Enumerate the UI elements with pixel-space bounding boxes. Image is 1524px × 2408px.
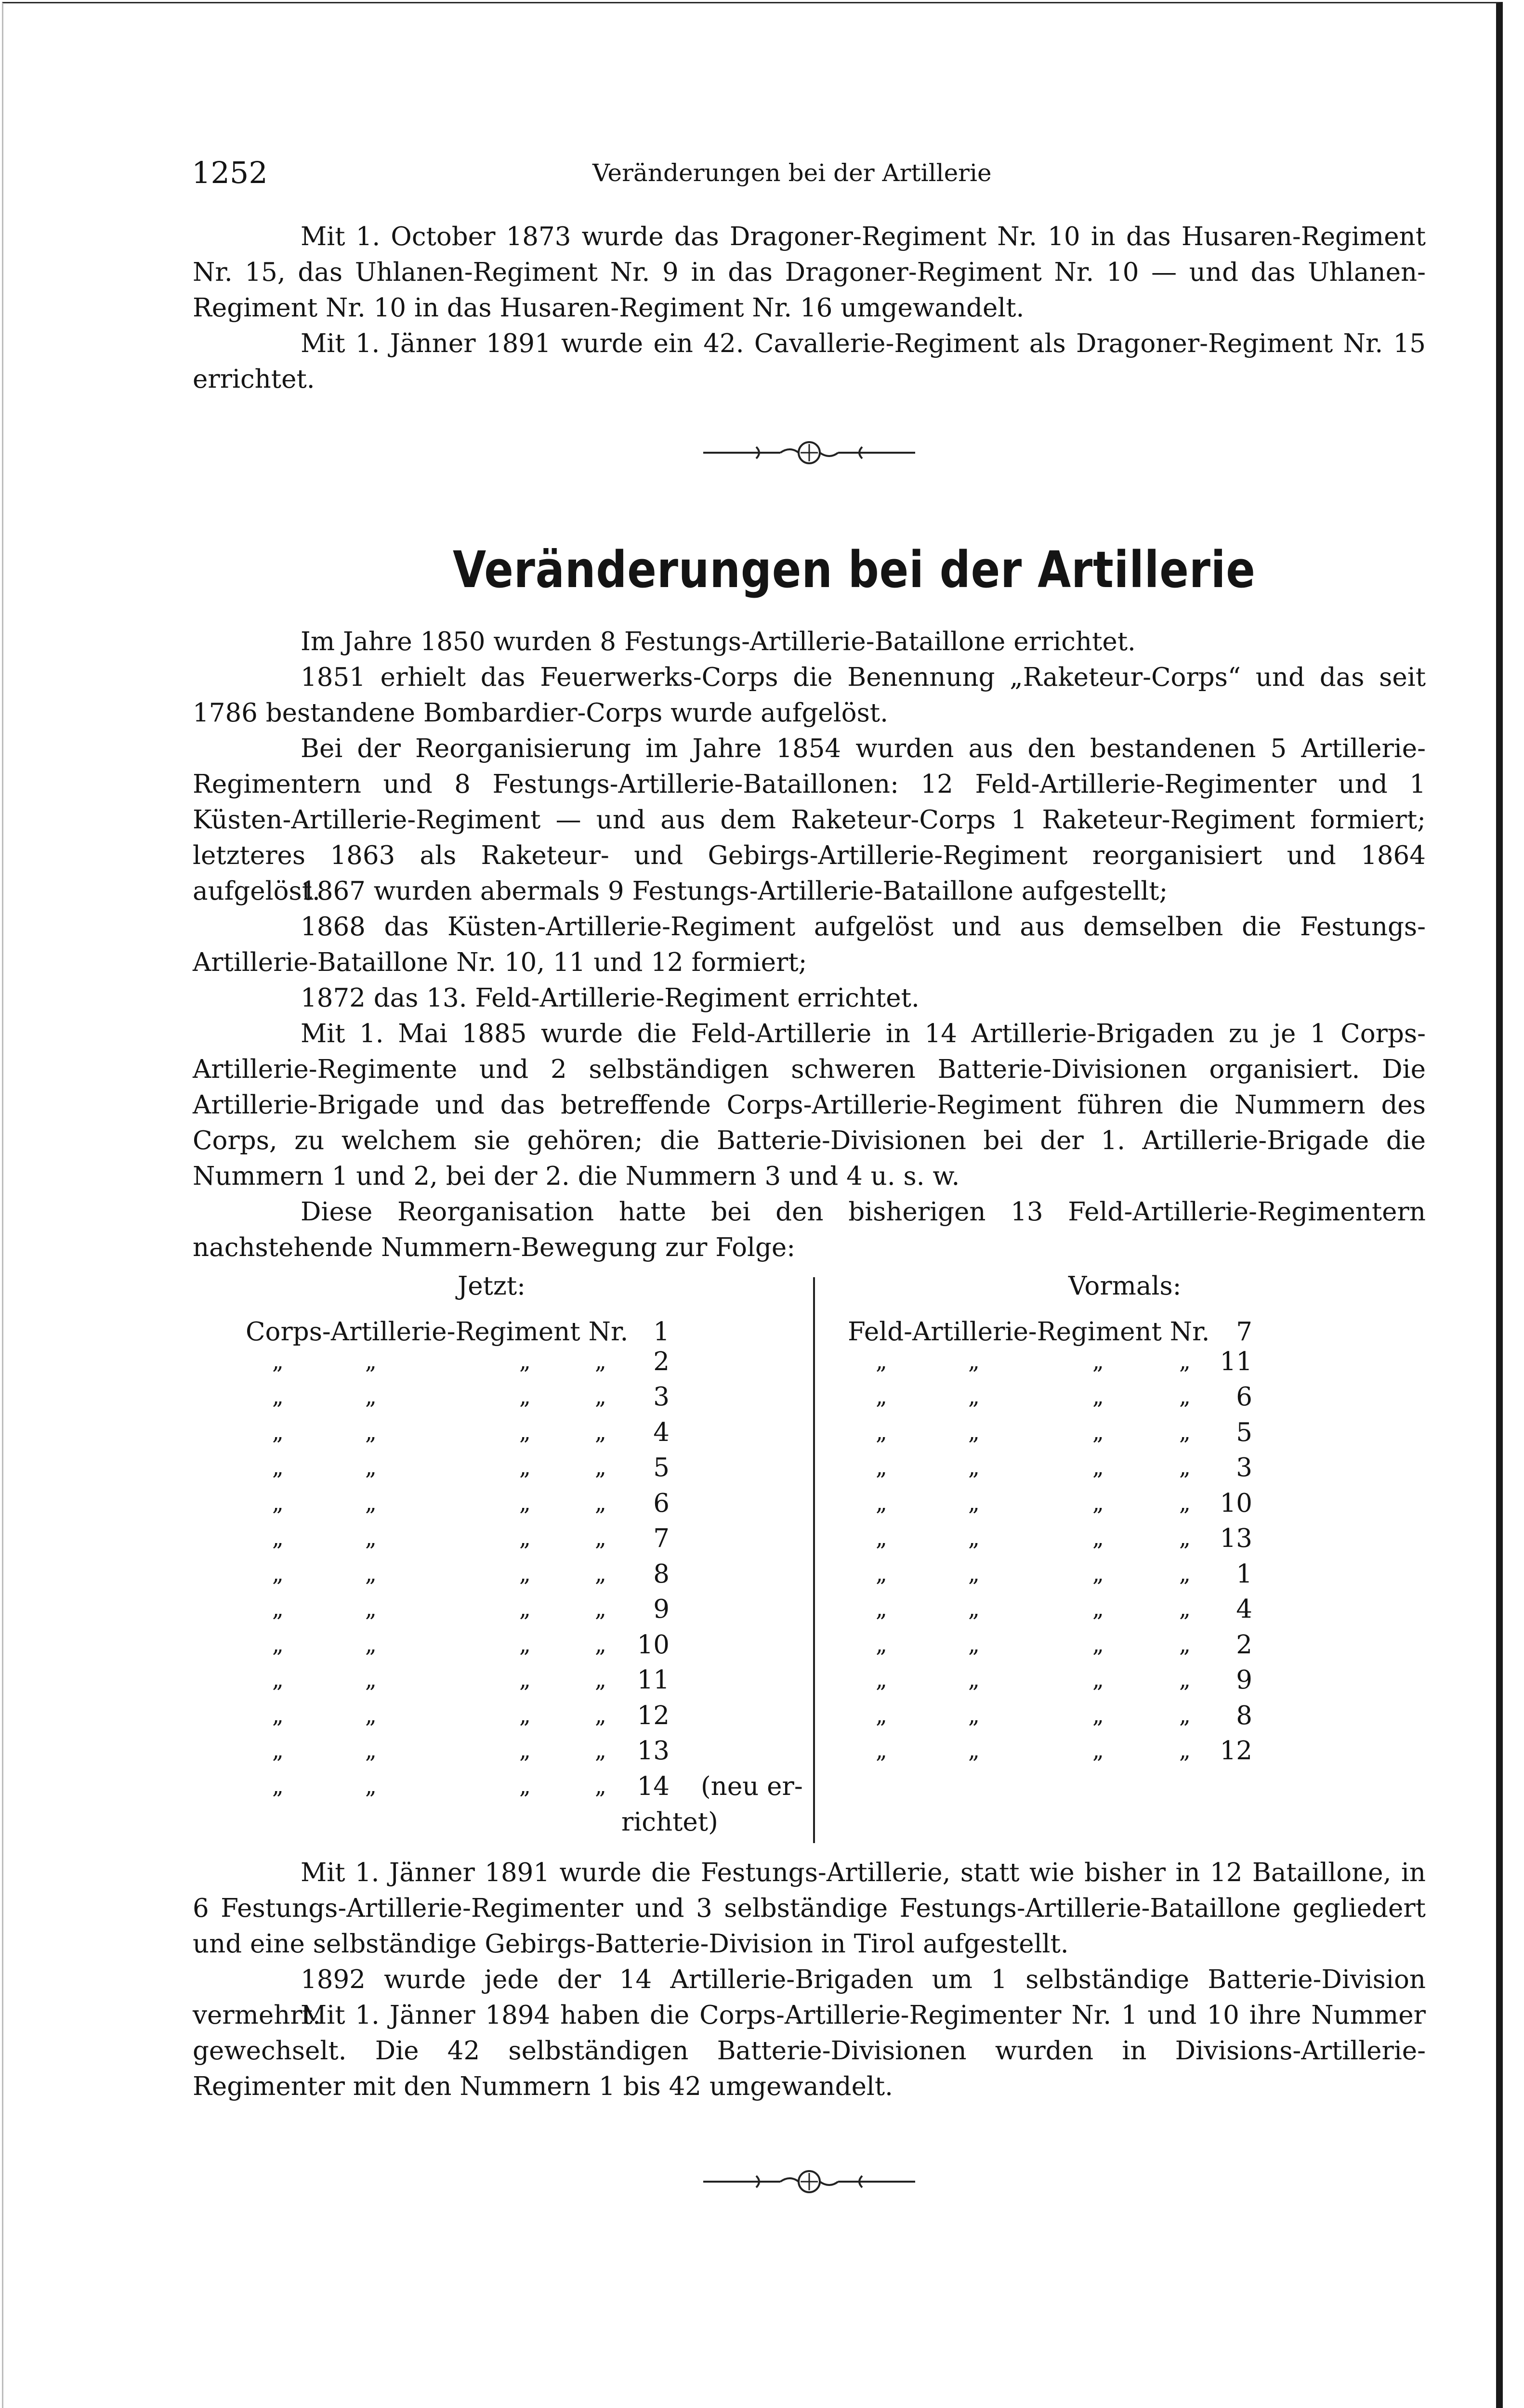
- ditto-mark: „: [968, 1737, 980, 1763]
- paragraph-1850: Im Jahre 1850 wurden 8 Festungs-Artillerie-Bataillone errichtet.: [301, 627, 1136, 656]
- ditto-mark: „: [968, 1525, 980, 1551]
- jetzt-number: 7: [653, 1524, 670, 1553]
- right-label: Feld-Artillerie-Regiment Nr.: [848, 1317, 1210, 1347]
- ditto-mark: „: [519, 1737, 531, 1763]
- ditto-mark: „: [1092, 1525, 1104, 1551]
- ditto-mark: „: [1092, 1701, 1104, 1728]
- vormals-number: 6: [1236, 1382, 1252, 1412]
- ditto-mark: „: [876, 1701, 887, 1728]
- paragraph-reorganisation: Diese Reorganisation hatte bei den bisherigen 13 Feld-Artillerie-Regimentern nachstehende Nummern-Bewegung zur Folge:: [193, 1197, 1426, 1262]
- ditto-mark: „: [1179, 1666, 1191, 1692]
- jetzt-number: 8: [653, 1559, 670, 1589]
- ditto-mark: „: [595, 1772, 606, 1799]
- paragraph-cavalry-1891: Mit 1. Jänner 1891 wurde ein 42. Cavallerie-Regiment als Dragoner-Regiment Nr. 15 errichtet.: [193, 329, 1426, 394]
- ditto-mark: „: [1092, 1560, 1104, 1586]
- jetzt-number: 13: [637, 1736, 670, 1766]
- vormals-number: 5: [1236, 1417, 1252, 1447]
- ditto-mark: „: [876, 1418, 887, 1445]
- ditto-mark: „: [519, 1560, 531, 1586]
- paragraph-1851: 1851 erhielt das Feuerwerks-Corps die Benennung „Raketeur-Corps“ und das seit 1786 bestandene Bombardier-Corps wurde aufgelöst.: [193, 663, 1426, 728]
- vormals-number: 11: [1220, 1347, 1252, 1376]
- ditto-mark: „: [1092, 1737, 1104, 1763]
- ditto-mark: „: [365, 1454, 377, 1480]
- jetzt-number: 12: [637, 1701, 670, 1730]
- page-number: 1252: [192, 155, 268, 190]
- vormals-number: 2: [1236, 1630, 1252, 1660]
- ditto-mark: „: [1092, 1418, 1104, 1445]
- ditto-mark: „: [1092, 1454, 1104, 1480]
- ditto-mark: „: [519, 1701, 531, 1728]
- jetzt-number: 6: [653, 1488, 670, 1518]
- ditto-mark: „: [272, 1454, 284, 1480]
- vormals-number: 12: [1220, 1736, 1252, 1766]
- ditto-mark: „: [272, 1596, 284, 1622]
- table-divider: [813, 1277, 815, 1843]
- vormals-number: 10: [1220, 1488, 1252, 1518]
- ditto-mark: „: [595, 1383, 606, 1409]
- jetzt-number: 9: [653, 1595, 670, 1624]
- note-neu-errichtet: (neu er-: [701, 1771, 803, 1801]
- ditto-mark: „: [876, 1666, 887, 1692]
- ditto-mark: „: [968, 1454, 980, 1480]
- jetzt-number: 2: [653, 1347, 670, 1376]
- paragraph-1892: 1892 wurde jede der 14 Artillerie-Brigaden um 1 selbständige Batterie-Division vermehrt.: [193, 1965, 1426, 2030]
- ditto-mark: „: [1092, 1666, 1104, 1692]
- vormals-number: 8: [1236, 1701, 1252, 1730]
- ditto-mark: „: [876, 1383, 887, 1409]
- ditto-mark: „: [1179, 1418, 1191, 1445]
- ditto-mark: „: [595, 1418, 606, 1445]
- jetzt-number: 11: [637, 1665, 670, 1695]
- ditto-mark: „: [1179, 1560, 1191, 1586]
- vormals-number: 9: [1236, 1665, 1252, 1695]
- ditto-mark: „: [519, 1418, 531, 1445]
- ditto-mark: „: [1179, 1737, 1191, 1763]
- ditto-mark: „: [1179, 1348, 1191, 1374]
- ditto-mark: „: [968, 1596, 980, 1622]
- ditto-mark: „: [272, 1525, 284, 1551]
- jetzt-number: 3: [653, 1382, 670, 1412]
- ditto-mark: „: [365, 1701, 377, 1728]
- jetzt-number: 4: [653, 1417, 670, 1447]
- paragraph-1868: 1868 das Küsten-Artillerie-Regiment aufgelöst und aus demselben die Festungs-Artillerie-Bataillone Nr. 10, 11 und 12 formiert;: [193, 912, 1426, 977]
- ditto-mark: „: [272, 1348, 284, 1374]
- ditto-mark: „: [1092, 1631, 1104, 1657]
- ditto-mark: „: [272, 1737, 284, 1763]
- paragraph-1894: Mit 1. Jänner 1894 haben die Corps-Artillerie-Regimenter Nr. 1 und 10 ihre Nummer gewechselt. Die 42 selbständigen Batterie-Divisionen wurden in Divisions-Artillerie-Regimenter mit den Nummern 1 bis 42 umgewandelt.: [193, 2001, 1426, 2101]
- ditto-mark: „: [272, 1772, 284, 1799]
- ditto-mark: „: [365, 1596, 377, 1622]
- ornament-divider-icon: [703, 2167, 915, 2196]
- ditto-mark: „: [876, 1737, 887, 1763]
- ditto-mark: „: [519, 1348, 531, 1374]
- ditto-mark: „: [519, 1489, 531, 1516]
- ditto-mark: „: [1179, 1596, 1191, 1622]
- ditto-mark: „: [595, 1454, 606, 1480]
- vormals-number: 13: [1220, 1524, 1252, 1553]
- ditto-mark: „: [365, 1666, 377, 1692]
- ditto-mark: „: [968, 1418, 980, 1445]
- ditto-mark: „: [519, 1666, 531, 1692]
- ditto-mark: „: [1179, 1454, 1191, 1480]
- ditto-mark: „: [365, 1489, 377, 1516]
- ditto-mark: „: [365, 1631, 377, 1657]
- ditto-mark: „: [968, 1383, 980, 1409]
- ditto-mark: „: [968, 1489, 980, 1516]
- jetzt-number: 10: [637, 1630, 670, 1660]
- ditto-mark: „: [272, 1666, 284, 1692]
- section-heading: Veränderungen bei der Artillerie: [453, 540, 1256, 599]
- jetzt-number: 1: [653, 1317, 670, 1347]
- ditto-mark: „: [595, 1525, 606, 1551]
- ditto-mark: „: [365, 1383, 377, 1409]
- ditto-mark: „: [519, 1454, 531, 1480]
- ditto-mark: „: [1179, 1525, 1191, 1551]
- ditto-mark: „: [876, 1631, 887, 1657]
- ditto-mark: „: [595, 1666, 606, 1692]
- ditto-mark: „: [968, 1560, 980, 1586]
- table-header-vormals: Vormals:: [1068, 1271, 1182, 1301]
- ditto-mark: „: [272, 1418, 284, 1445]
- ditto-mark: „: [968, 1701, 980, 1728]
- ditto-mark: „: [876, 1560, 887, 1586]
- ditto-mark: „: [876, 1348, 887, 1374]
- ditto-mark: „: [272, 1701, 284, 1728]
- jetzt-number: 5: [653, 1453, 670, 1482]
- ditto-mark: „: [272, 1560, 284, 1586]
- ditto-mark: „: [1179, 1489, 1191, 1516]
- paragraph-1854: Bei der Reorganisierung im Jahre 1854 wurden aus den bestandenen 5 Artillerie-Regimentern und 8 Festungs-Artillerie-Bataillonen: 12 Feld-Artillerie-Regimenter und 1 Küsten-Artillerie-Regiment — und aus dem Raketeur-Corps 1 Raketeur-Regiment formiert; letzteres 1863 als Raketeur- und Gebirgs-Artillerie-Regiment reorganisiert und 1864 aufgelöst.: [193, 734, 1426, 906]
- ditto-mark: „: [365, 1348, 377, 1374]
- ditto-mark: „: [876, 1489, 887, 1516]
- ditto-mark: „: [519, 1772, 531, 1799]
- paragraph-cavalry-1873: Mit 1. October 1873 wurde das Dragoner-Regiment Nr. 10 in das Husaren-Regiment Nr. 15, das Uhlanen-Regiment Nr. 9 in das Dragoner-Regiment Nr. 10 — und das Uhlanen-Regiment Nr. 10 in das Husaren-Regiment Nr. 16 umgewandelt.: [193, 222, 1426, 323]
- vormals-number: 3: [1236, 1453, 1252, 1482]
- ditto-mark: „: [519, 1383, 531, 1409]
- ditto-mark: „: [595, 1596, 606, 1622]
- ditto-mark: „: [1179, 1383, 1191, 1409]
- ditto-mark: „: [1179, 1701, 1191, 1728]
- ornament-divider-icon: [703, 438, 915, 467]
- ditto-mark: „: [1092, 1596, 1104, 1622]
- ditto-mark: „: [365, 1525, 377, 1551]
- ditto-mark: „: [595, 1348, 606, 1374]
- note-neu-errichtet: richtet): [621, 1807, 718, 1837]
- ditto-mark: „: [968, 1348, 980, 1374]
- ditto-mark: „: [365, 1418, 377, 1445]
- ditto-mark: „: [272, 1383, 284, 1409]
- ditto-mark: „: [519, 1596, 531, 1622]
- ditto-mark: „: [1092, 1383, 1104, 1409]
- ditto-mark: „: [968, 1631, 980, 1657]
- paragraph-1885: Mit 1. Mai 1885 wurde die Feld-Artillerie in 14 Artillerie-Brigaden zu je 1 Corps-Artillerie-Regimente und 2 selbständigen schweren Batterie-Divisionen organisiert. Die Artillerie-Brigade und das betreffende Corps-Artillerie-Regiment führen die Nummern des Corps, zu welchem sie gehören; die Batterie-Divisionen bei der 1. Artillerie-Brigade die Nummern 1 und 2, bei der 2. die Nummern 3 und 4 u. s. w.: [193, 1019, 1426, 1191]
- ditto-mark: „: [365, 1772, 377, 1799]
- vormals-number: 1: [1236, 1559, 1252, 1589]
- vormals-number: 7: [1236, 1317, 1252, 1347]
- ditto-mark: „: [365, 1560, 377, 1586]
- ditto-mark: „: [519, 1631, 531, 1657]
- ditto-mark: „: [1092, 1348, 1104, 1374]
- ditto-mark: „: [876, 1596, 887, 1622]
- paragraph-1867: 1867 wurden abermals 9 Festungs-Artillerie-Bataillone aufgestellt;: [301, 877, 1168, 906]
- ditto-mark: „: [595, 1631, 606, 1657]
- ditto-mark: „: [595, 1560, 606, 1586]
- paragraph-1872: 1872 das 13. Feld-Artillerie-Regiment errichtet.: [301, 983, 920, 1013]
- ditto-mark: „: [272, 1631, 284, 1657]
- ditto-mark: „: [876, 1454, 887, 1480]
- ditto-mark: „: [876, 1525, 887, 1551]
- ditto-mark: „: [595, 1489, 606, 1516]
- ditto-mark: „: [595, 1737, 606, 1763]
- ditto-mark: „: [365, 1737, 377, 1763]
- paragraph-1891-festungs: Mit 1. Jänner 1891 wurde die Festungs-Artillerie, statt wie bisher in 12 Bataillone, in 6 Festungs-Artillerie-Regimenter und 3 selbständige Festungs-Artillerie-Bataillone gegliedert und eine selbständige Gebirgs-Batterie-Division in Tirol aufgestellt.: [193, 1858, 1426, 1959]
- running-title: Veränderungen bei der Artillerie: [592, 159, 992, 187]
- ditto-mark: „: [1179, 1631, 1191, 1657]
- left-label: Corps-Artillerie-Regiment Nr.: [246, 1317, 629, 1347]
- ditto-mark: „: [968, 1666, 980, 1692]
- ditto-mark: „: [272, 1489, 284, 1516]
- ditto-mark: „: [519, 1525, 531, 1551]
- ditto-mark: „: [1092, 1489, 1104, 1516]
- vormals-number: 4: [1236, 1595, 1252, 1624]
- jetzt-number: 14: [637, 1771, 670, 1801]
- table-header-jetzt: Jetzt:: [458, 1271, 526, 1301]
- ditto-mark: „: [595, 1701, 606, 1728]
